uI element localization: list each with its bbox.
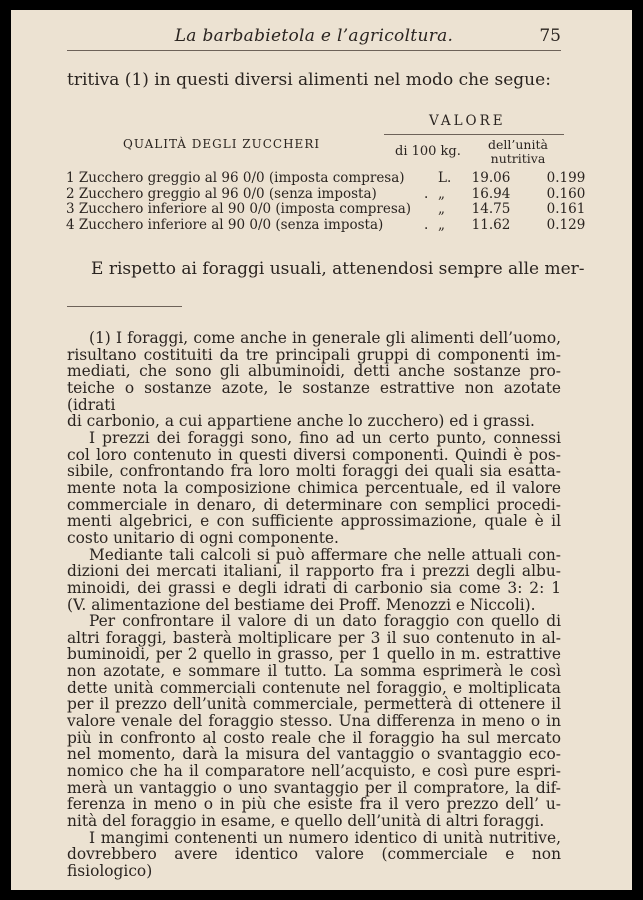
sugar-table	[66, 170, 586, 233]
row-value-100kg: 19.06	[471, 170, 511, 186]
row-value-100kg: 11.62	[471, 216, 511, 233]
running-title: La barbabietola e l’agricoltura.	[174, 26, 454, 46]
footnote-line: risultano costituiti da tre principali gruppi di componenti im-	[67, 345, 561, 364]
footnote-line: (V. alimentazione del bestiame dei Proff. Menozzi e Niccoli).	[67, 595, 536, 614]
footnote-line: ferenza in meno o in più che esiste fra il vero prezzo dell’ u-	[67, 795, 561, 814]
footnote-line: nel momento, darà la misura del vantaggio o svantaggio eco-	[67, 745, 561, 764]
row-dots: .	[424, 216, 429, 233]
footnote-line: costo unitario di ogni componente.	[67, 528, 339, 547]
book-page	[11, 10, 632, 890]
footnote-line: più in confronto al costo reale che il foraggio ha sul mercato	[67, 728, 561, 747]
row-label: 4 Zucchero inferiore al 90 0/0 (senza imposta)	[66, 216, 384, 233]
footnote-line: teiche o sostanze azote, le sostanze estrattive non azotate (idrati	[67, 378, 561, 414]
footnote-line: commerciale in denaro, di determinare con semplici procedi-	[67, 495, 561, 514]
footnote-line: valore venale del foraggio stesso. Una differenza in meno o in	[67, 712, 561, 731]
footnote-line: I mangimi contenenti un numero identico di unità nutritive,	[89, 828, 561, 847]
footnote-line: Per confrontare il valore di un dato foraggio con quello di	[89, 612, 561, 631]
table-row	[66, 185, 586, 202]
page-number: 75	[539, 26, 561, 46]
table-row	[66, 201, 586, 217]
footnote-line: nomico che ha il comparatore nell’acquisto, e così pure espri-	[67, 762, 561, 781]
footnote-line: dizioni dei mercati italiani, il rapporto fra i prezzi degli albu-	[67, 562, 561, 581]
table-col2-header-line2: nutritiva	[490, 151, 546, 166]
table-row	[66, 170, 586, 186]
table-col2-header	[473, 138, 563, 166]
table-row-header: QUALITÀ DEGLI ZUCCHERI	[123, 137, 321, 151]
row-currency: „	[438, 216, 445, 233]
footnote-line: minoidi, dei grassi e degli idrati di carbonio sia come 3: 2: 1	[67, 578, 561, 597]
row-value-unit: 0.199	[546, 170, 586, 186]
footnote-line: buminoidi, per 2 quello in grasso, per 1 quello in m. estrattive	[67, 645, 561, 664]
row-dots: .	[424, 185, 429, 202]
footnote-line: merà un vantaggio o uno svantaggio per il compratore, la dif-	[67, 778, 561, 797]
footnote-line: mente nota la composizione chimica percentuale, ed il valore	[67, 478, 561, 497]
footnote-line: non azotate, e sommare il tutto. La somma esprimerà le così	[67, 662, 561, 681]
table-row	[66, 216, 586, 233]
continuation-line: E rispetto ai foraggi usuali, attenendosi sempre alle mer-	[91, 259, 585, 279]
footnote-line: mediati, che sono gli albuminoidi, detti anche sostanze pro-	[67, 362, 561, 381]
table-col1-header: di 100 kg.	[395, 144, 461, 159]
row-currency: „	[438, 201, 445, 217]
footnote-line: menti algebrici, e con sufficiente approssimazione, quale è il	[67, 512, 561, 531]
page-header	[67, 26, 561, 51]
row-value-unit: 0.129	[546, 216, 586, 233]
intro-line: tritiva (1) in questi diversi alimenti nel modo che segue:	[67, 70, 551, 90]
table-group-rule	[384, 134, 564, 135]
table-col2-header-line1: dell’unità	[488, 137, 548, 152]
row-currency: „	[438, 185, 445, 202]
footnote	[67, 330, 561, 880]
footnote-line: Mediante tali calcoli si può affermare che nelle attuali con-	[89, 545, 561, 564]
footnote-line: altri foraggi, basterà moltiplicare per 3 il suo contenuto in al-	[67, 628, 561, 647]
footnote-line: (1) I foraggi, come anche in generale gli alimenti dell’uomo,	[89, 329, 561, 347]
footnote-line: sibile, confrontando fra loro molti foraggi dei quali sia esatta-	[67, 462, 561, 481]
footnote-line: di carbonio, a cui appartiene anche lo zucchero) ed i grassi.	[67, 412, 535, 431]
footnote-rule	[67, 306, 182, 307]
footnote-line: nità del foraggio in esame, e quello dell’unità di altri foraggi.	[67, 812, 545, 831]
table-group-header: VALORE	[429, 113, 506, 129]
footnote-line: col loro contenuto in questi diversi componenti. Quindi è pos-	[67, 445, 561, 464]
row-label: 2 Zucchero greggio al 96 0/0 (senza imposta)	[66, 185, 377, 202]
footnote-line: I prezzi dei foraggi sono, fino ad un certo punto, connessi	[89, 428, 561, 447]
row-label: 3 Zucchero inferiore al 90 0/0 (imposta compresa)	[66, 201, 412, 217]
row-value-unit: 0.161	[546, 201, 586, 217]
row-label: 1 Zucchero greggio al 96 0/0 (imposta compresa)	[66, 170, 405, 186]
row-currency: L.	[438, 170, 452, 186]
row-value-unit: 0.160	[546, 185, 586, 202]
footnote-line: dovrebbero avere identico valore (commerciale e non fisiologico)	[67, 845, 561, 880]
footnote-line: dette unità commerciali contenute nel foraggio, e moltiplicata	[67, 678, 561, 697]
footnote-line: per il prezzo dell’unità commerciale, permetterà di ottenere il	[67, 695, 561, 714]
row-value-100kg: 16.94	[471, 185, 511, 202]
row-value-100kg: 14.75	[471, 201, 511, 217]
